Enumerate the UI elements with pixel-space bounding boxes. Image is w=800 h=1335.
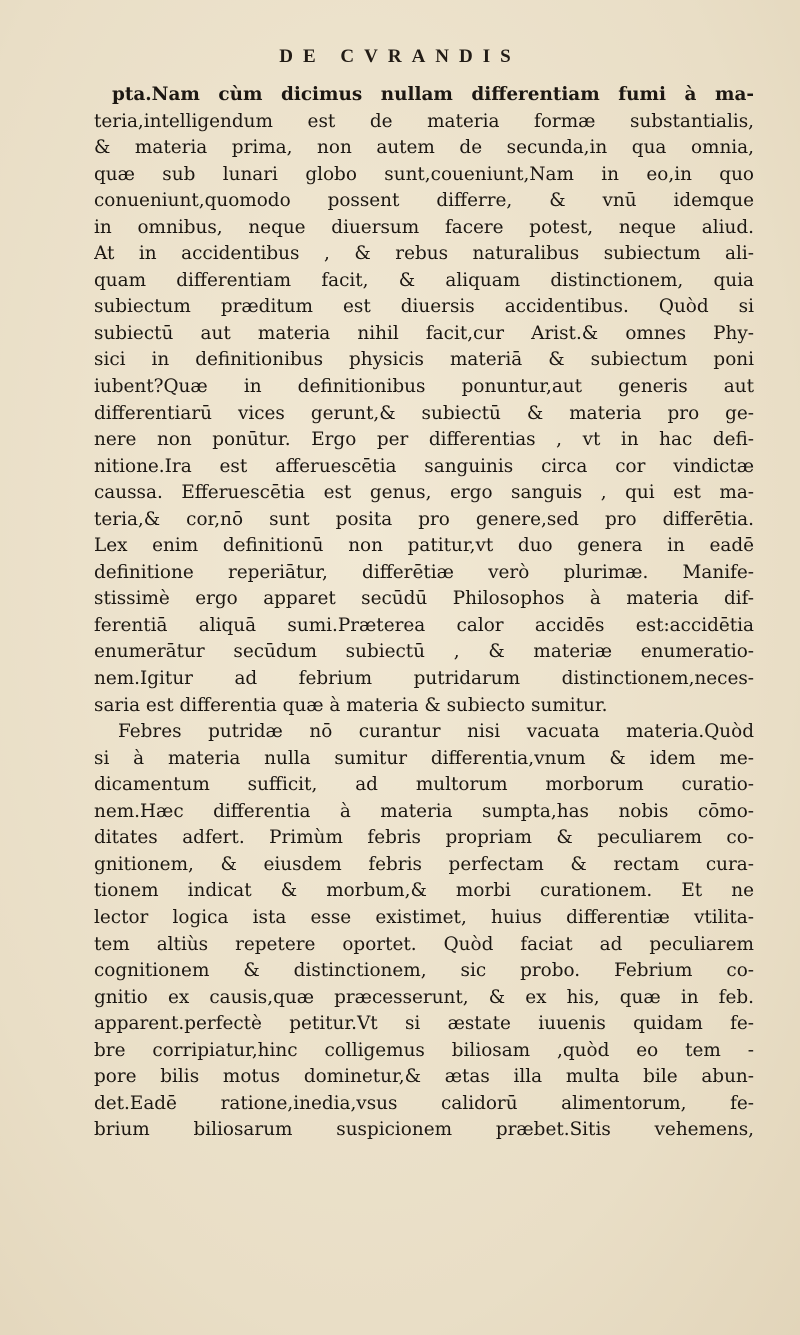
text-line: & materia prima, non autem de secunda,in qua omnia, <box>94 137 754 159</box>
text-line: nem.Hæc differentia à materia sumpta,has nobis cōmo- <box>94 800 754 822</box>
text-line: quam differentiam facit, & aliquam distinctionem, quia <box>94 269 754 291</box>
text-line: enumerātur secūdum subiectū , & materiæ enumeratio- <box>94 641 754 663</box>
text-line: subiectum præditum est diuersis accidentibus. Quòd si <box>94 296 754 318</box>
text-line: lector logica ista esse existimet, huius differentiæ vtilita- <box>94 906 754 928</box>
text-line: teria,intelligendum est de materia formæ substantialis, <box>94 110 754 132</box>
text-line: nem.Igitur ad febrium putridarum distinctionem,neces- <box>94 668 754 690</box>
text-line: caussa. Efferuescētia est genus, ergo sanguis , qui est ma- <box>94 482 754 504</box>
text-line: quæ sub lunari globo sunt,coueniunt,Nam in eo,in quo <box>94 163 754 185</box>
text-line: pore bilis motus dominetur,& ætas illa multa bile abun- <box>94 1066 754 1088</box>
text-line: iubent?Quæ in definitionibus ponuntur,aut generis aut <box>94 376 754 398</box>
text-line: apparent.perfectè petitur.Vt si æstate iuuenis quidam fe- <box>94 1013 754 1035</box>
running-head: DE CVRANDIS <box>279 46 521 67</box>
text-line: brium biliosarum suspicionem præbet.Sitis vehemens, <box>94 1119 754 1141</box>
text-line: nitione.Ira est afferuescētia sanguinis circa cor vindictæ <box>94 455 754 477</box>
text-line: ferentiā aliquā sumi.Præterea calor accidēs est:accidētia <box>94 614 754 636</box>
text-line: saria est differentia quæ à materia & subiecto sumitur. <box>94 694 608 716</box>
body-text <box>94 82 754 1144</box>
text-line: Lex enim definitionū non patitur,vt duo genera in eadē <box>94 535 754 557</box>
text-line: ditates adfert. Primùm febris propriam & peculiarem co- <box>94 827 754 849</box>
text-line: bre corripiatur,hinc colligemus biliosam ,quòd eo tem - <box>94 1039 754 1061</box>
text-line: in omnibus, neque diuersum facere potest, neque aliud. <box>94 216 754 238</box>
text-line: differentiarū vices gerunt,& subiectū & materia pro ge- <box>94 402 754 424</box>
text-line: Febres putridæ nō curantur nisi vacuata materia.Quòd <box>118 721 754 743</box>
text-line: dicamentum sufficit, ad multorum morborum curatio- <box>94 774 754 796</box>
text-line: At in accidentibus , & rebus naturalibus subiectum ali- <box>94 243 754 265</box>
text-line: pta.Nam cùm dicimus nullam differentiam fumi à ma- <box>112 84 754 105</box>
text-line: sici in definitionibus physicis materiā & subiectum poni <box>94 349 754 371</box>
text-line: tem altiùs repetere oportet. Quòd faciat ad peculiarem <box>94 933 754 955</box>
text-line: subiectū aut materia nihil facit,cur Arist.& omnes Phy- <box>94 322 754 344</box>
text-line: tionem indicat & morbum,& morbi curationem. Et ne <box>94 880 754 902</box>
text-line: cognitionem & distinctionem, sic probo. Febrium co- <box>94 960 754 982</box>
text-line: teria,& cor,nō sunt posita pro genere,sed pro differētia. <box>94 508 754 530</box>
text-line: det.Eadē ratione,inedia,vsus calidorū alimentorum, fe- <box>94 1092 754 1114</box>
text-line: stissimè ergo apparet secūdū Philosophos à materia dif- <box>94 588 754 610</box>
text-line: definitione reperiātur, differētiæ verò plurimæ. Manife- <box>94 561 754 583</box>
text-line: nere non ponūtur. Ergo per differentias , vt in hac defi- <box>94 429 754 451</box>
text-line: gnitio ex causis,quæ præcesserunt, & ex his, quæ in feb. <box>94 986 754 1008</box>
text-line: si à materia nulla sumitur differentia,vnum & idem me- <box>94 747 754 769</box>
text-line: conueniunt,quomodo possent differre, & vnū idemque <box>94 190 754 212</box>
text-line: gnitionem, & eiusdem febris perfectam & rectam cura- <box>94 853 754 875</box>
